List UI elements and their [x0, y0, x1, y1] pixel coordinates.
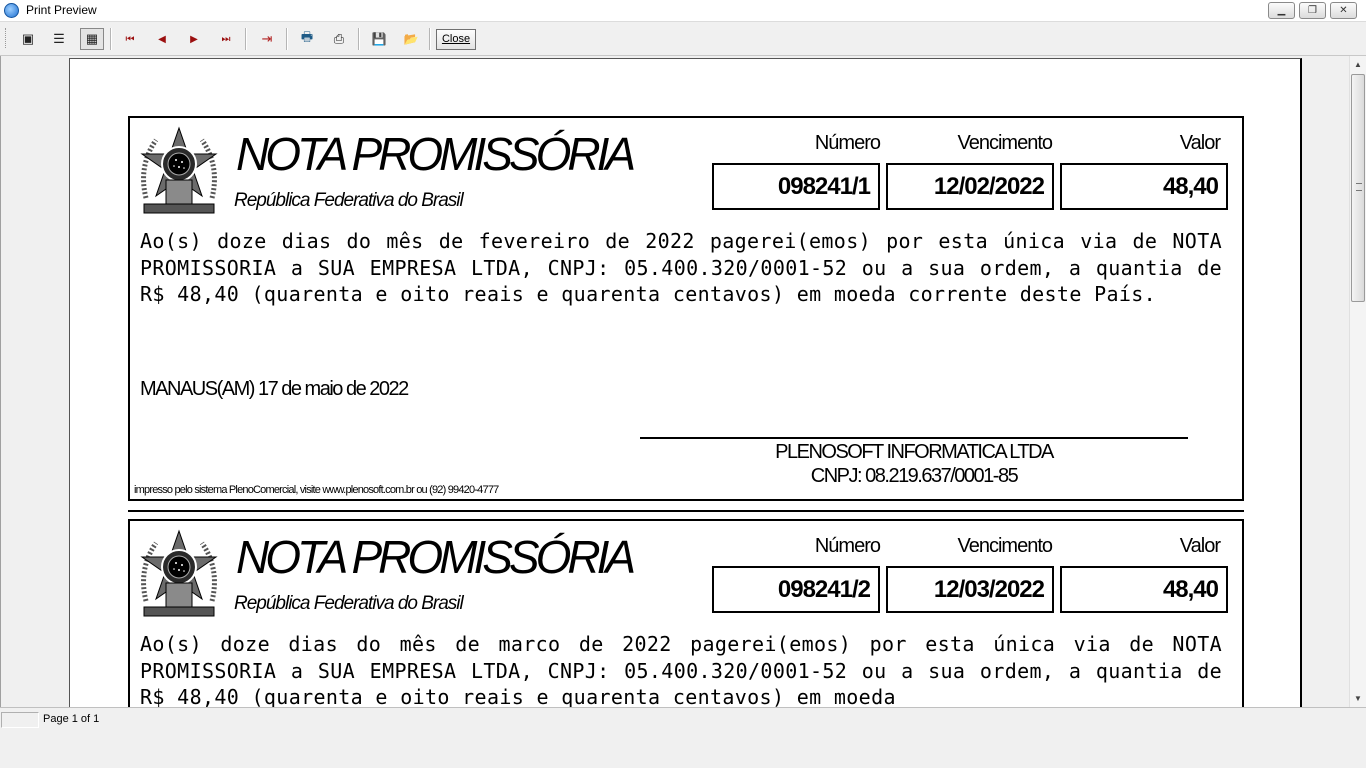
- zoom-100-icon: ▦: [85, 31, 99, 46]
- scroll-thumb[interactable]: [1351, 74, 1365, 302]
- numero-label: Número: [814, 132, 880, 154]
- save-icon: 💾: [371, 32, 387, 46]
- signature-line: [640, 437, 1188, 439]
- vencimento-label: Vencimento: [957, 535, 1052, 557]
- next-page-icon: ▶: [190, 33, 198, 45]
- city-date: MANAUS(AM) 17 de maio de 2022: [140, 378, 408, 400]
- close-icon: ✕: [1339, 5, 1348, 16]
- note-body-text: Ao(s) doze dias do mês de fevereiro de 2022 pagerei(emos) por esta única via de NOTA PROMISSORIA a SUA EMPRESA LTDA, CNPJ: 05.400.320/0001-52 ou a sua ordem, a quantia de R$ 48,40 (quarenta e oito reais e quarenta centavos) em moeda corrente deste País.: [140, 229, 1222, 306]
- printer-setup-button[interactable]: [295, 28, 319, 50]
- valor-value: 48,40: [1060, 163, 1228, 210]
- minimize-button[interactable]: [1268, 2, 1295, 19]
- vencimento-value: 12/02/2022: [886, 163, 1054, 210]
- first-page-icon: ⏮: [125, 33, 135, 45]
- vertical-scrollbar[interactable]: [1349, 56, 1366, 707]
- page-width-button[interactable]: [47, 28, 71, 50]
- whole-page-icon: ▣: [21, 31, 35, 46]
- print-button[interactable]: [327, 28, 351, 50]
- toolbar-separator: [429, 28, 431, 50]
- prior-page-icon: ◀: [158, 33, 166, 45]
- issuer-block: [652, 440, 1176, 488]
- promissory-note-1: [128, 116, 1244, 501]
- preview-area[interactable]: [0, 56, 1349, 707]
- print-icon: ⎙: [333, 31, 345, 46]
- brazil-coat-of-arms-icon: [136, 529, 222, 621]
- goto-page-icon: ⇥: [261, 31, 273, 46]
- report-page: [69, 58, 1302, 707]
- note-subtitle: República Federativa do Brasil: [234, 190, 463, 211]
- note-divider: [128, 510, 1244, 512]
- note-title: NOTA PROMISSÓRIA: [236, 531, 633, 583]
- app-icon: [4, 3, 19, 18]
- toolbar-separator: [245, 28, 247, 50]
- toolbar-separator: [358, 28, 360, 50]
- valor-value: 48,40: [1060, 566, 1228, 613]
- restore-icon: ❐: [1308, 5, 1317, 16]
- note-subtitle: República Federativa do Brasil: [234, 593, 463, 614]
- close-button[interactable]: Close: [436, 29, 476, 50]
- valor-label: Valor: [1179, 535, 1220, 557]
- toolbar-separator: [110, 28, 112, 50]
- status-panel-empty: [1, 712, 39, 728]
- issuer-cnpj: CNPJ: 08.219.637/0001-85: [810, 465, 1018, 487]
- whole-page-button[interactable]: [16, 28, 40, 50]
- promissory-note-2: [128, 519, 1244, 707]
- minimize-icon: ▁: [1277, 5, 1286, 16]
- open-button[interactable]: [399, 28, 423, 50]
- last-page-icon: ⏭: [221, 33, 231, 45]
- scroll-up-button[interactable]: ▲: [1354, 60, 1362, 69]
- brazil-coat-of-arms-icon: [136, 126, 222, 218]
- note-title: NOTA PROMISSÓRIA: [236, 128, 633, 180]
- preview-toolbar: [0, 22, 1366, 56]
- vencimento-label: Vencimento: [957, 132, 1052, 154]
- first-page-button[interactable]: [118, 28, 142, 50]
- zoom-100-button[interactable]: [80, 28, 104, 50]
- page-width-icon: ☰: [53, 31, 65, 46]
- note-body-text: Ao(s) doze dias do mês de marco de 2022 pagerei(emos) por esta única via de NOTA PROMISSORIA a SUA EMPRESA LTDA, CNPJ: 05.400.320/0001-52 ou a sua ordem, a quantia de R$ 48,40 (quarenta e oito reais e quarenta centavos) em moeda: [140, 632, 1222, 707]
- numero-value: 098241/2: [712, 566, 880, 613]
- numero-label: Número: [814, 535, 880, 557]
- save-button[interactable]: [367, 28, 391, 50]
- goto-page-button[interactable]: [255, 28, 279, 50]
- valor-label: Valor: [1179, 132, 1220, 154]
- printer-setup-icon: 🖶: [300, 29, 314, 44]
- restore-button[interactable]: [1299, 2, 1326, 19]
- printed-by-footer: impresso pelo sistema PlenoComercial, visite www.plenosoft.com.br ou (92) 99420-4777: [134, 484, 499, 496]
- open-icon: 📂: [403, 32, 419, 46]
- title-bar: [0, 0, 1366, 22]
- scroll-thumb-grip: [1356, 183, 1362, 191]
- toolbar-grip[interactable]: [5, 28, 8, 48]
- window-title: Print Preview: [26, 3, 97, 17]
- status-bar: [0, 707, 1366, 768]
- prior-page-button[interactable]: [150, 28, 174, 50]
- next-page-button[interactable]: [182, 28, 206, 50]
- vencimento-value: 12/03/2022: [886, 566, 1054, 613]
- window-close-button[interactable]: [1330, 2, 1357, 19]
- toolbar-separator: [286, 28, 288, 50]
- numero-value: 098241/1: [712, 163, 880, 210]
- page-indicator: Page 1 of 1: [43, 713, 100, 725]
- last-page-button[interactable]: [214, 28, 238, 50]
- scroll-down-button[interactable]: ▼: [1354, 694, 1362, 703]
- issuer-company-name: PLENOSOFT INFORMATICA LTDA: [775, 441, 1053, 463]
